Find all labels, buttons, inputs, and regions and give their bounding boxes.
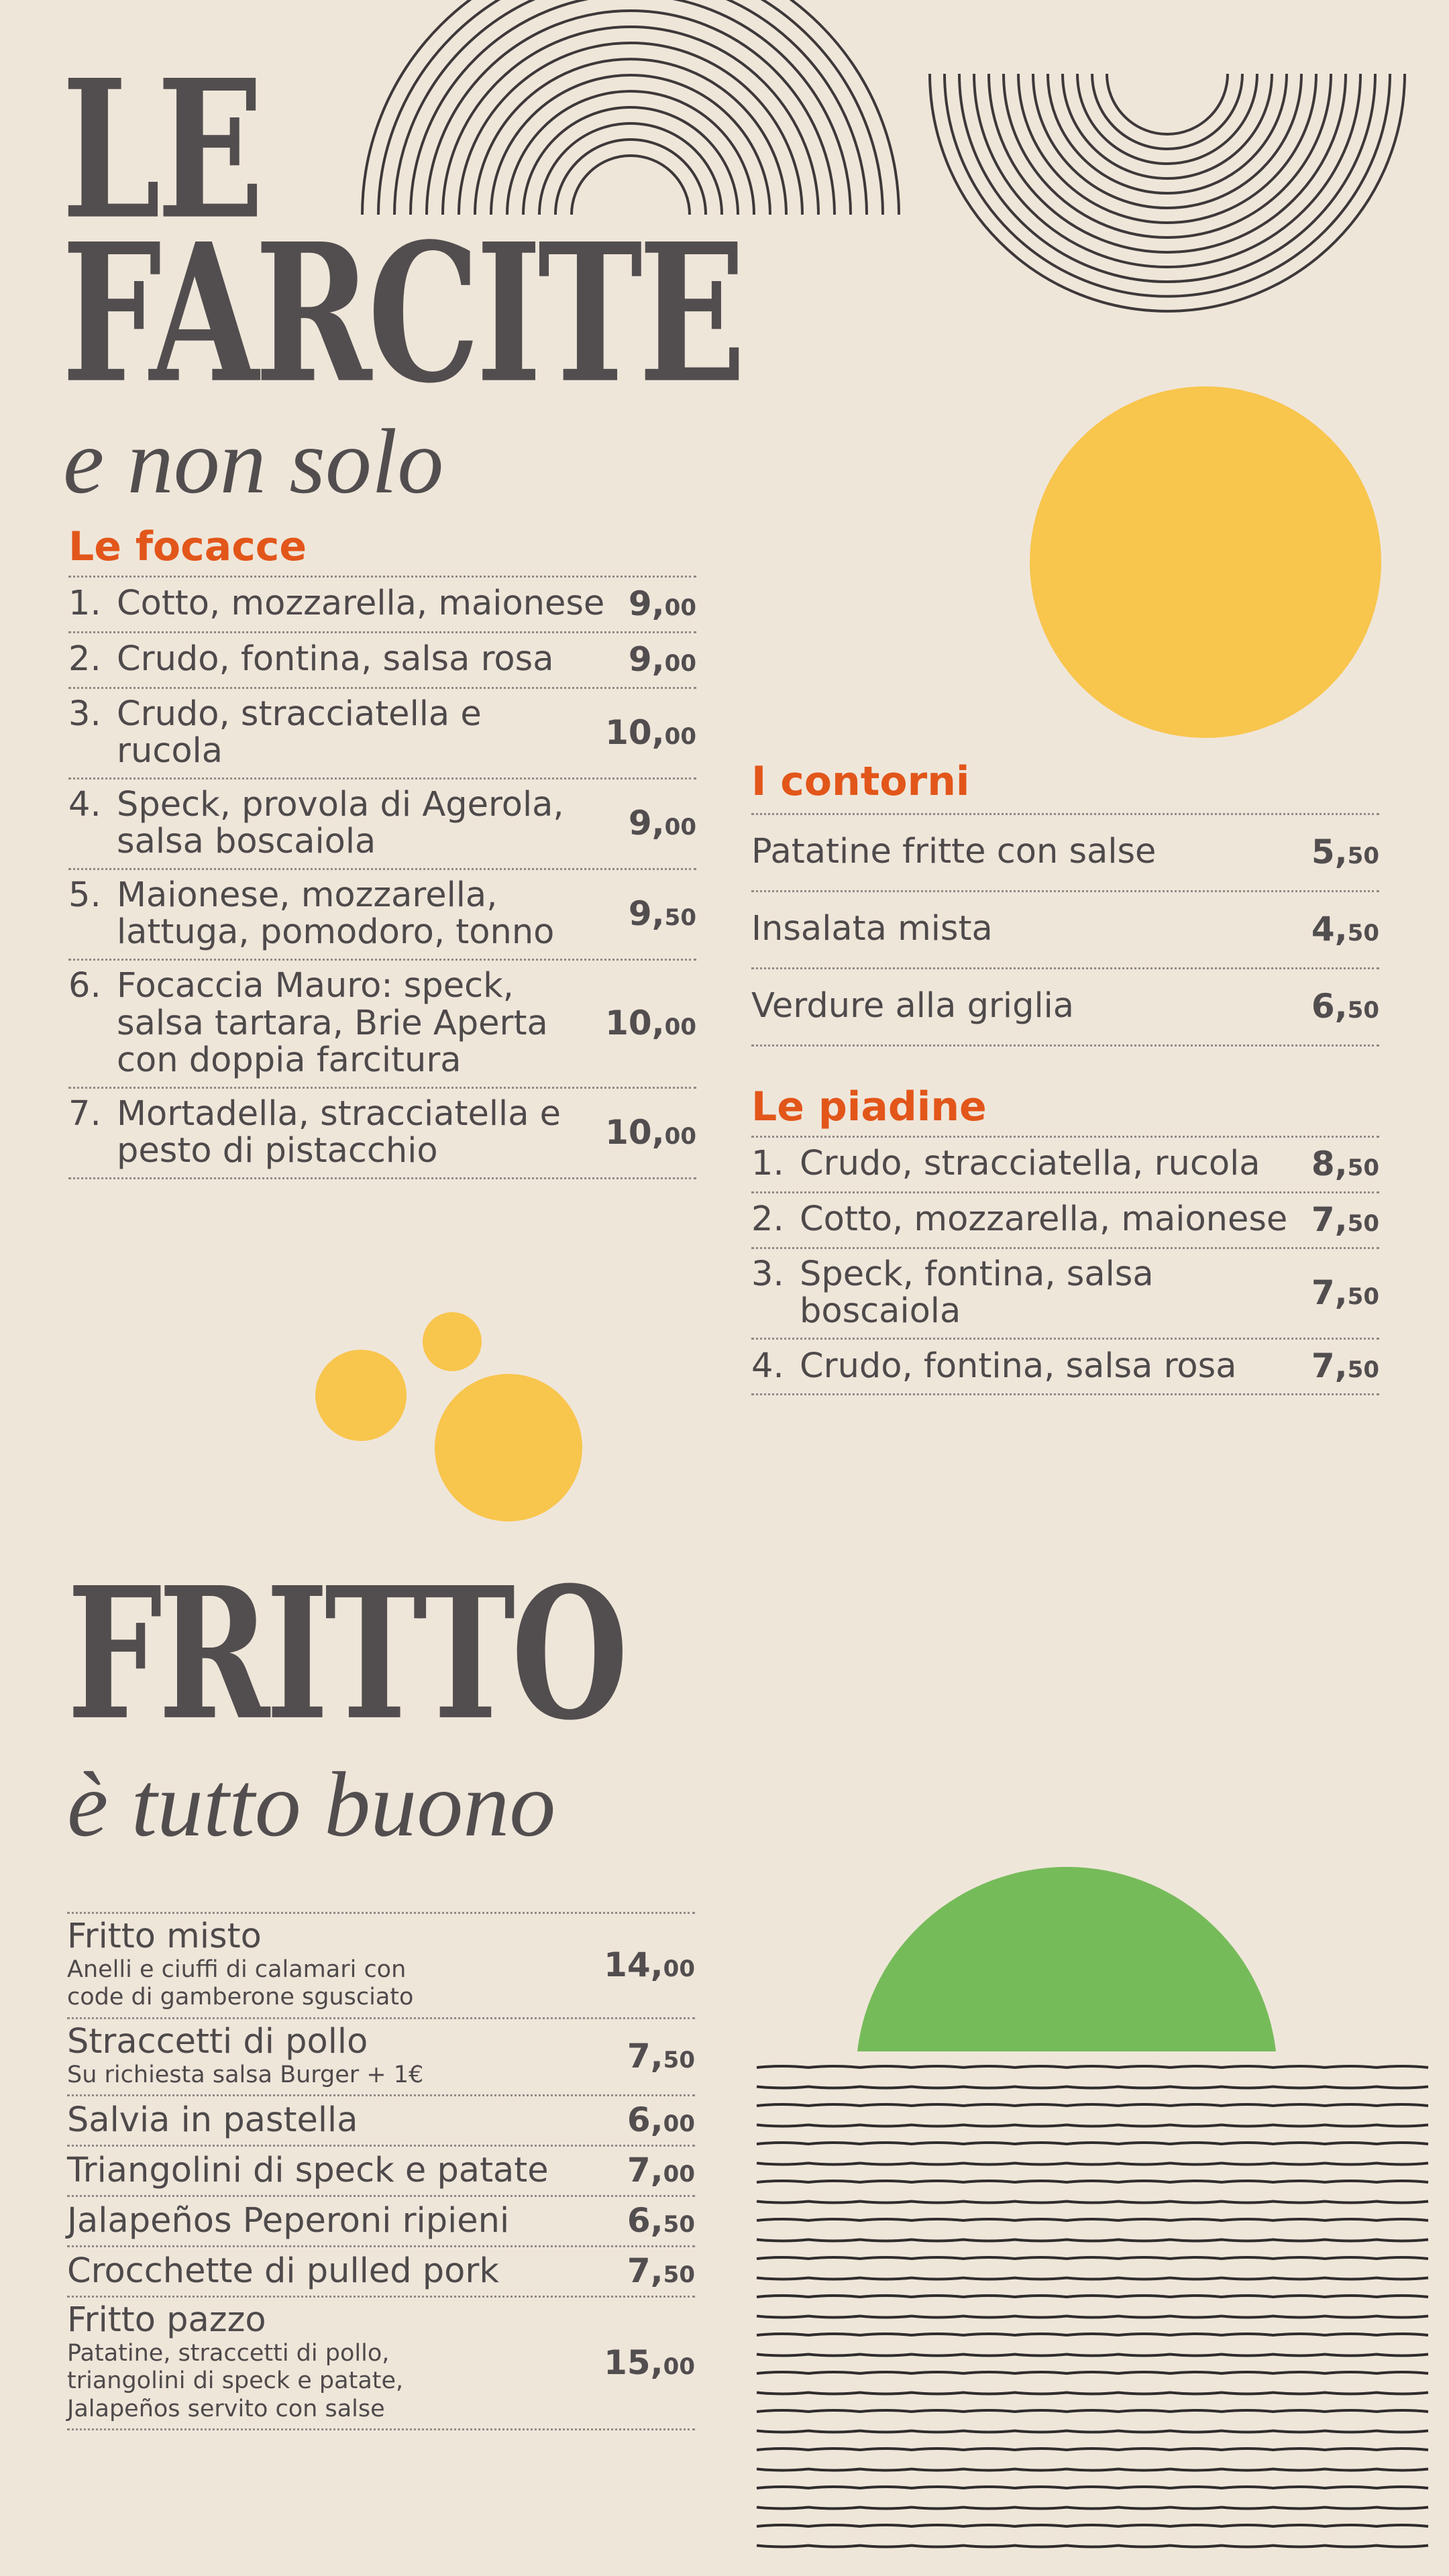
item-text-wrap — [117, 967, 594, 1078]
menu-item — [68, 780, 696, 870]
item-name: Cotto, mozzarella, maionese — [117, 584, 605, 624]
price-euros: 14, — [604, 1945, 663, 1984]
item-text-wrap — [67, 2302, 470, 2423]
menu-item — [751, 1136, 1379, 1193]
menu-item — [68, 870, 696, 961]
arc-lines-right — [930, 74, 1405, 311]
price-euros: 10, — [605, 1112, 665, 1152]
price-cents: 00 — [663, 2353, 695, 2380]
price-euros: 15, — [604, 2343, 663, 2382]
menu-item — [68, 961, 696, 1088]
menu-item-text — [68, 585, 604, 622]
item-name: Crocchette di pulled pork — [67, 2251, 499, 2291]
price — [627, 2251, 695, 2290]
item-description: Su richiesta salsa Burger + 1€ — [67, 2061, 424, 2088]
item-name: Focaccia Mauro: speck, salsa tartara, Brie Aperta con doppia farcitura — [117, 966, 548, 1080]
price — [629, 804, 696, 843]
price-cents: 50 — [1347, 920, 1379, 947]
price-euros: 7, — [1311, 1273, 1348, 1313]
menu-item — [751, 1340, 1379, 1395]
contorni-title: I contorni — [751, 758, 970, 805]
price — [1311, 1273, 1379, 1312]
price-euros: 6, — [627, 2100, 663, 2140]
menu-item-text — [67, 2253, 499, 2290]
price-cents: 50 — [663, 2261, 695, 2289]
fritto-heading — [67, 1548, 625, 1761]
menu-item-text — [67, 1918, 470, 2012]
menu-item-text — [751, 833, 1156, 870]
item-name: Triangolini di speck e patate — [67, 2150, 549, 2190]
farcite-heading-line2 — [62, 201, 742, 426]
price-euros: 6, — [1311, 987, 1348, 1026]
item-description: Patatine, straccetti di pollo, triangolini di speck e patate, Jalapeños servito con salse — [67, 2340, 404, 2422]
item-text-wrap — [117, 641, 553, 678]
price — [605, 1004, 696, 1042]
menu-item — [67, 2298, 695, 2430]
menu-item — [751, 892, 1379, 969]
item-text-wrap — [117, 585, 604, 622]
price — [629, 640, 696, 679]
item-name: Maionese, mozzarella, lattuga, pomodoro, tonno — [117, 875, 555, 953]
price-cents: 50 — [663, 2046, 695, 2074]
price-cents: 50 — [664, 904, 696, 932]
menu-item — [751, 1249, 1379, 1340]
item-text-wrap — [117, 786, 605, 860]
price-cents: 00 — [664, 723, 696, 751]
item-text-wrap — [117, 877, 605, 951]
farcite-title-line1: LE — [62, 38, 260, 262]
price — [1311, 987, 1379, 1026]
price-euros: 7, — [627, 2251, 663, 2291]
item-name: Jalapeños Peperoni ripieni — [67, 2200, 510, 2241]
price-cents: 50 — [1347, 1283, 1379, 1311]
price — [1311, 1346, 1379, 1385]
price-cents: 00 — [664, 1122, 696, 1150]
item-name: Mortadella, stracciatella e pesto di pistacchio — [117, 1093, 561, 1171]
menu-item — [67, 2019, 695, 2096]
item-text-wrap — [751, 910, 993, 947]
price-euros: 10, — [605, 713, 665, 753]
item-text-wrap — [800, 1201, 1287, 1238]
menu-item — [67, 1912, 695, 2019]
item-number: 4. — [68, 785, 101, 825]
item-number: 3. — [68, 694, 101, 734]
menu-item-text — [67, 2302, 470, 2423]
item-name: Crudo, fontina, salsa rosa — [117, 639, 554, 680]
price-euros: 9, — [628, 584, 665, 623]
item-number: 2. — [68, 639, 101, 680]
menu-item-text — [67, 2152, 549, 2189]
arch-lines-top — [362, 0, 899, 215]
item-number: 2. — [751, 1199, 784, 1240]
price-cents: 50 — [1347, 843, 1379, 869]
focacce-list — [68, 576, 696, 1179]
price — [629, 894, 696, 933]
menu-item — [67, 2147, 695, 2197]
price-cents: 50 — [1347, 1155, 1379, 1181]
price — [605, 1113, 696, 1152]
menu-item-text — [67, 2023, 423, 2089]
menu-item-text — [751, 1348, 1236, 1385]
price-cents: 00 — [664, 814, 696, 841]
price-euros: 9, — [628, 640, 665, 679]
item-text-wrap — [751, 833, 1156, 870]
price-cents: 50 — [1347, 997, 1379, 1024]
menu-item-text — [68, 696, 594, 769]
price — [627, 2151, 695, 2190]
piadine-title: Le piadine — [751, 1083, 987, 1130]
item-text-wrap — [67, 2102, 358, 2139]
price-cents: 00 — [663, 2110, 695, 2138]
price-euros: 7, — [627, 2151, 663, 2190]
menu-item-text — [751, 1145, 1260, 1182]
yellow-dot-large — [435, 1374, 582, 1521]
menu-item — [67, 2096, 695, 2147]
price — [627, 2201, 695, 2240]
menu-item — [751, 813, 1379, 892]
farcite-subtitle: e non solo — [63, 410, 444, 513]
price-euros: 7, — [627, 2036, 663, 2076]
menu-item-text — [68, 641, 553, 678]
price-euros: 5, — [1311, 833, 1348, 871]
menu-item-text — [67, 2102, 358, 2139]
item-name: Patatine fritte con salse — [751, 832, 1157, 872]
menu-item — [751, 1193, 1379, 1249]
item-name: Salvia in pastella — [67, 2100, 358, 2140]
price — [604, 1945, 695, 1984]
item-name: Cotto, mozzarella, maionese — [800, 1199, 1288, 1240]
menu-item-text — [751, 910, 993, 947]
price — [1311, 1200, 1379, 1239]
item-name: Verdure alla griglia — [751, 986, 1075, 1026]
fritto-list — [67, 1912, 695, 2430]
fritto-title: FRITTO — [67, 1548, 625, 1761]
price — [1311, 910, 1379, 949]
item-text-wrap — [800, 1348, 1236, 1385]
menu-item-text — [68, 1095, 594, 1169]
contorni-section — [751, 758, 1379, 1046]
item-text-wrap — [67, 2152, 549, 2189]
item-text-wrap — [67, 2253, 499, 2290]
item-number: 1. — [751, 1144, 784, 1184]
price-cents: 00 — [664, 650, 696, 677]
price — [605, 713, 696, 752]
menu-item-text — [68, 967, 594, 1078]
fritto-section — [67, 1912, 695, 2430]
focacce-title: Le focacce — [68, 523, 307, 570]
item-name: Speck, fontina, salsa boscaiola — [800, 1254, 1154, 1332]
price — [604, 2343, 695, 2382]
farcite-heading — [62, 38, 260, 262]
price — [1311, 833, 1379, 871]
item-number: 5. — [68, 875, 101, 916]
menu-item-text — [68, 786, 605, 860]
price-euros: 8, — [1311, 1144, 1348, 1183]
price-cents: 50 — [1347, 1356, 1379, 1384]
item-number: 1. — [68, 584, 101, 624]
price-euros: 7, — [1311, 1200, 1348, 1239]
item-text-wrap — [751, 987, 1074, 1024]
fritto-subtitle: è tutto buono — [67, 1753, 556, 1856]
menu-item — [68, 689, 696, 780]
item-name: Speck, provola di Agerola, salsa boscaiola — [117, 785, 564, 862]
item-number: 7. — [68, 1093, 101, 1134]
menu-item-text — [751, 1256, 1288, 1330]
horizontal-wavy-lines — [757, 2066, 1428, 2547]
item-text-wrap — [117, 1095, 594, 1169]
item-text-wrap — [117, 696, 594, 769]
item-number: 3. — [751, 1254, 784, 1294]
contorni-list — [751, 813, 1379, 1046]
price-euros: 7, — [1311, 1346, 1348, 1386]
price-euros: 10, — [605, 1004, 665, 1043]
price — [1311, 1144, 1379, 1183]
price-euros: 4, — [1311, 910, 1348, 949]
yellow-dot-small — [423, 1312, 482, 1371]
price — [627, 2100, 695, 2139]
price — [627, 2037, 695, 2076]
price-cents: 00 — [663, 2161, 695, 2188]
focacce-section — [68, 523, 696, 1179]
menu-item-text — [751, 987, 1074, 1024]
price-cents: 00 — [663, 1955, 695, 1982]
menu-item — [68, 1089, 696, 1179]
price-euros: 6, — [627, 2201, 663, 2241]
menu-item — [67, 2247, 695, 2298]
menu-item-text — [751, 1201, 1287, 1238]
menu-item — [751, 969, 1379, 1046]
item-name: Fritto pazzo — [67, 2300, 266, 2341]
price-cents: 00 — [664, 1014, 696, 1041]
green-half-circle — [857, 1867, 1276, 2051]
price-euros: 9, — [628, 804, 665, 843]
item-name: Insalata mista — [751, 909, 993, 949]
item-description: Anelli e ciuffi di calamari con code di gamberone sgusciato — [67, 1956, 414, 2011]
item-name: Straccetti di pollo — [67, 2021, 368, 2061]
item-number: 6. — [68, 966, 101, 1006]
menu-item — [67, 2197, 695, 2247]
piadine-list — [751, 1136, 1379, 1395]
price-cents: 00 — [664, 594, 696, 621]
item-name: Crudo, stracciatella e rucola — [117, 694, 482, 771]
item-text-wrap — [67, 2202, 509, 2239]
farcite-title-line2: FARCITE — [62, 201, 742, 426]
price-cents: 50 — [1347, 1210, 1379, 1237]
piadine-section — [751, 1083, 1379, 1395]
price — [629, 584, 696, 623]
yellow-sun-circle — [1030, 386, 1381, 738]
menu-item-text — [67, 2202, 509, 2239]
menu-item-text — [68, 877, 605, 951]
menu-item — [68, 576, 696, 633]
item-text-wrap — [800, 1256, 1288, 1330]
item-text-wrap — [67, 2023, 423, 2089]
price-euros: 9, — [628, 894, 665, 934]
item-name: Crudo, stracciatella, rucola — [800, 1144, 1260, 1184]
item-name: Fritto misto — [67, 1917, 262, 1956]
price-cents: 50 — [663, 2211, 695, 2239]
yellow-dot-medium — [315, 1350, 407, 1441]
item-name: Crudo, fontina, salsa rosa — [800, 1346, 1237, 1386]
menu-item — [68, 633, 696, 689]
item-text-wrap — [67, 1918, 470, 2012]
item-number: 4. — [751, 1346, 784, 1386]
item-text-wrap — [800, 1145, 1260, 1182]
